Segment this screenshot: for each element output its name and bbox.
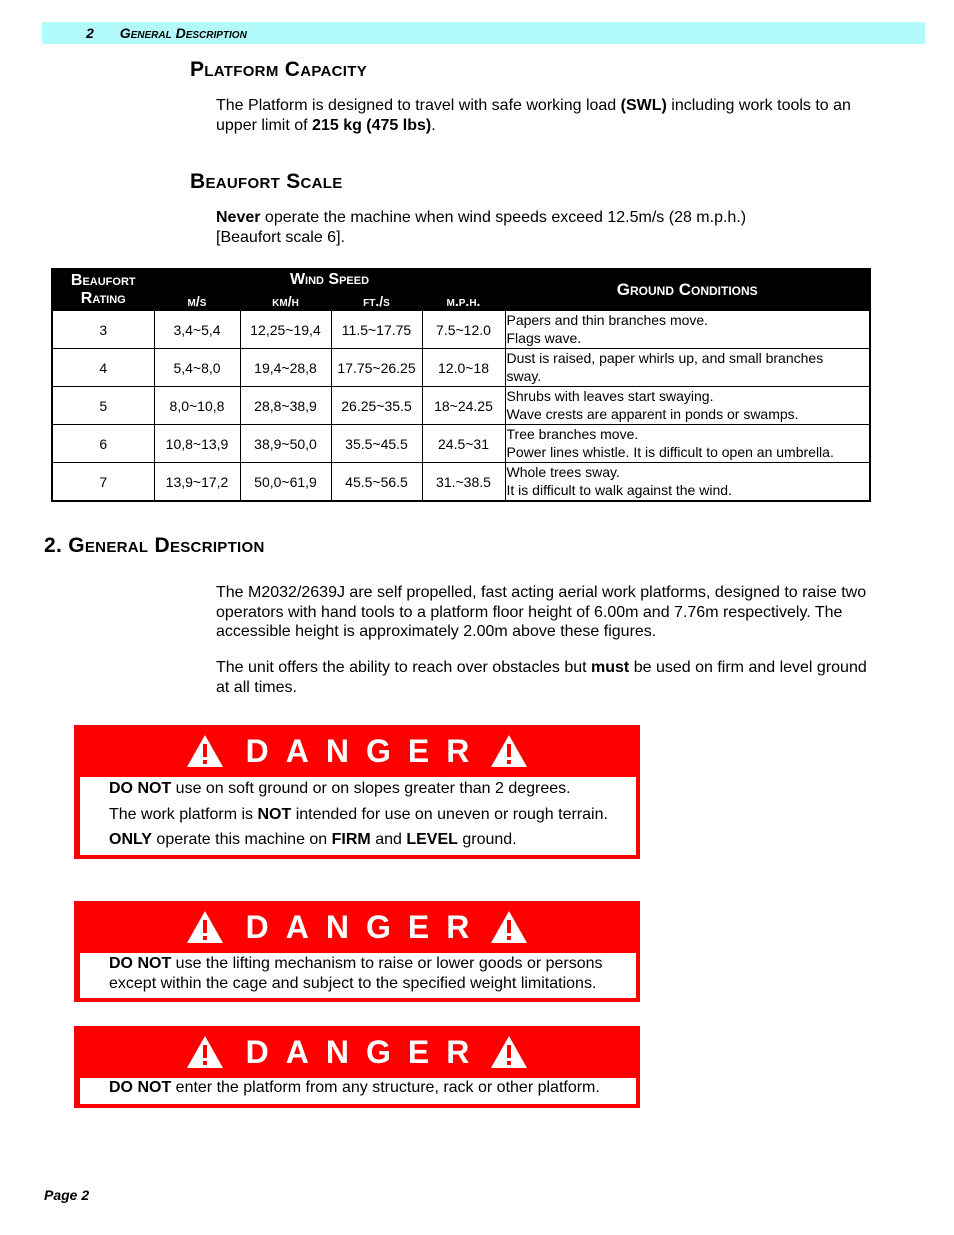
danger-line	[109, 830, 636, 850]
danger-body	[80, 1078, 636, 1104]
warning-triangle-icon	[490, 734, 528, 768]
cell-fts: 11.5~17.75	[331, 311, 422, 349]
cell-kmh: 19,4~28,8	[240, 349, 331, 387]
header-section-number: 2	[86, 25, 94, 41]
cell-ms: 10,8~13,9	[154, 425, 240, 463]
text: be used on firm and level ground at all times.	[216, 659, 867, 696]
cell-mph: 18~24.25	[422, 387, 505, 425]
text: [Beaufort scale 6].	[216, 228, 345, 246]
weight-limit-bold: 215 kg (475 lbs)	[312, 116, 432, 134]
text: including work tools to an upper limit of	[216, 97, 851, 134]
condition-line: Power lines whistle. It is difficult to open an umbrella.	[506, 444, 834, 460]
cell-mph: 31.~38.5	[422, 463, 505, 502]
text: operate the machine when wind speeds exceed 12.5m/s (28 m.p.h.)	[260, 209, 747, 226]
do-not-bold: DO NOT	[109, 1079, 172, 1096]
condition-line: Shrubs with leaves start swaying.	[506, 388, 714, 404]
danger-box	[74, 725, 640, 859]
never-bold: Never	[216, 209, 261, 226]
danger-line	[109, 805, 609, 825]
condition-line: Papers and thin branches move.	[506, 312, 709, 328]
warning-triangle-icon	[186, 1035, 224, 1069]
cell-kmh: 38,9~50,0	[240, 425, 331, 463]
condition-line: Dust is raised, paper whirls up, and small branches	[506, 350, 824, 366]
only-bold: ONLY	[109, 831, 152, 848]
table-row	[52, 311, 870, 349]
condition-line: Flags wave.	[506, 330, 582, 346]
text: operate this machine on	[151, 831, 332, 848]
cell-fts: 35.5~45.5	[331, 425, 422, 463]
table-row	[52, 425, 870, 463]
cell-rating: 4	[52, 349, 154, 387]
cell-rating: 6	[52, 425, 154, 463]
cell-mph: 24.5~31	[422, 425, 505, 463]
cell-kmh: 12,25~19,4	[240, 311, 331, 349]
text: .	[431, 116, 436, 134]
danger-line	[109, 779, 636, 799]
header-text: Beaufort	[70, 272, 136, 289]
cell-conditions	[505, 311, 870, 349]
cell-kmh: 50,0~61,9	[240, 463, 331, 502]
danger-word: DANGER	[245, 908, 487, 945]
condition-line: Tree branches move.	[506, 426, 639, 442]
header-mph: m.p.h.	[422, 291, 505, 311]
warning-triangle-icon	[186, 734, 224, 768]
beaufort-scale-text	[216, 208, 876, 247]
general-description-para-1: The M2032/2639J are self propelled, fast acting aerial work platforms, designed to raise two operators with hand tools to a platform floor height of 6.00m and 7.76m respectively. The accessible height is approximately 2.00m above these figures.	[216, 584, 867, 640]
platform-capacity-heading: Platform Capacity	[190, 58, 368, 81]
table-row	[52, 349, 870, 387]
warning-triangle-icon	[186, 910, 224, 944]
text: use on soft ground or on slopes greater than 2 degrees.	[171, 780, 571, 797]
condition-line: It is difficult to walk against the wind.	[506, 482, 732, 498]
do-not-bold: DO NOT	[109, 955, 172, 972]
header-ms: m/s	[154, 291, 240, 311]
header-fts: ft./s	[331, 291, 422, 311]
danger-box	[74, 901, 640, 1002]
condition-line: Whole trees sway.	[506, 464, 620, 480]
cell-ms: 13,9~17,2	[154, 463, 240, 502]
do-not-bold: DO NOT	[109, 780, 172, 797]
cell-conditions	[505, 387, 870, 425]
page-number: Page 2	[44, 1187, 90, 1203]
general-description-heading: 2. General Description	[44, 534, 265, 557]
swl-bold: (SWL)	[620, 97, 667, 114]
cell-conditions	[505, 463, 870, 502]
danger-line	[109, 954, 636, 993]
table-row	[52, 387, 870, 425]
header-text: Rating	[80, 290, 126, 307]
condition-line: sway.	[506, 368, 542, 384]
cell-ms: 8,0~10,8	[154, 387, 240, 425]
cell-rating: 3	[52, 311, 154, 349]
warning-triangle-icon	[490, 910, 528, 944]
text: ground.	[457, 831, 517, 848]
danger-banner	[74, 1026, 640, 1078]
cell-kmh: 28,8~38,9	[240, 387, 331, 425]
must-bold: must	[591, 659, 630, 676]
text: use the lifting mechanism to raise or lower goods or persons except within the cage and subject to the specified weight limitations.	[109, 955, 603, 992]
text: intended for use on uneven or rough terrain.	[291, 805, 608, 823]
cell-mph: 7.5~12.0	[422, 311, 505, 349]
danger-line	[109, 1078, 636, 1098]
danger-body	[80, 777, 636, 855]
header-kmh: km/h	[240, 291, 331, 311]
cell-fts: 17.75~26.25	[331, 349, 422, 387]
text: The unit offers the ability to reach over obstacles but	[216, 659, 592, 676]
cell-rating: 7	[52, 463, 154, 502]
running-header-text	[64, 25, 247, 41]
danger-box	[74, 1026, 640, 1108]
header-beaufort-rating	[52, 269, 154, 311]
running-header	[42, 22, 925, 44]
danger-banner	[74, 725, 640, 777]
cell-ms: 3,4~5,4	[154, 311, 240, 349]
cell-fts: 26.25~35.5	[331, 387, 422, 425]
danger-word: DANGER	[245, 1033, 487, 1070]
text: The work platform is	[109, 805, 258, 823]
not-bold: NOT	[257, 805, 292, 823]
text: enter the platform from any structure, rack or other platform.	[171, 1079, 600, 1096]
cell-fts: 45.5~56.5	[331, 463, 422, 502]
platform-capacity-text	[216, 96, 876, 135]
firm-bold: FIRM	[331, 831, 371, 848]
text: and	[370, 831, 407, 848]
cell-conditions	[505, 425, 870, 463]
danger-word: DANGER	[245, 732, 487, 769]
cell-rating: 5	[52, 387, 154, 425]
header-section-title: General Description	[119, 25, 247, 41]
beaufort-scale-heading: Beaufort Scale	[190, 170, 343, 193]
danger-banner	[74, 901, 640, 953]
danger-body	[80, 953, 636, 998]
text: The Platform is designed to travel with safe working load	[216, 97, 621, 114]
table-row	[52, 463, 870, 502]
header-ground-conditions: Ground Conditions	[505, 269, 870, 311]
cell-conditions	[505, 349, 870, 387]
warning-triangle-icon	[490, 1035, 528, 1069]
level-bold: LEVEL	[406, 831, 458, 848]
condition-line: Wave crests are apparent in ponds or swamps.	[506, 406, 799, 422]
cell-ms: 5,4~8,0	[154, 349, 240, 387]
header-wind-speed: Wind Speed	[154, 269, 505, 291]
cell-mph: 12.0~18	[422, 349, 505, 387]
general-description-para-2	[216, 658, 876, 697]
beaufort-table	[51, 268, 871, 502]
